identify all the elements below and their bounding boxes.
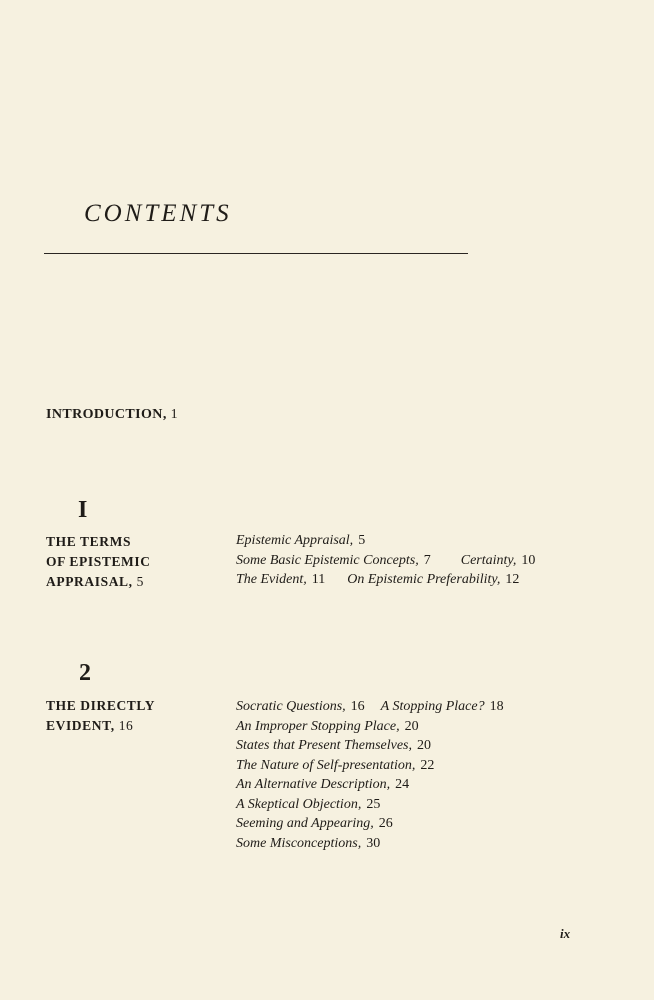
chapter-1-sections [236, 531, 535, 590]
section-entry: Epistemic Appraisal, 5 [236, 533, 366, 548]
page-number: ix [560, 926, 571, 941]
section-line [236, 697, 504, 717]
section-line [236, 717, 504, 737]
chapter-2-title [46, 696, 155, 736]
section-entry: Seeming and Appearing, 26 [236, 816, 393, 831]
section-line [236, 736, 504, 756]
chapter-1-title-line: OF EPISTEMIC [46, 554, 151, 569]
page-title: CONTENTS [84, 200, 232, 227]
chapter-1-title [46, 532, 151, 592]
section-entry: Certainty, 10 [460, 552, 536, 568]
chapter-1-page: 5 [136, 574, 144, 589]
section-entry: Some Basic Epistemic Concepts, 7 [236, 552, 431, 568]
section-entry: Some Misconceptions, 30 [236, 835, 381, 851]
section-entry: An Improper Stopping Place, 20 [236, 718, 419, 734]
section-line [236, 756, 504, 776]
chapter-2-sections [236, 697, 504, 853]
chapter-2-page: 16 [118, 718, 134, 733]
title-divider [44, 253, 468, 254]
section-line [236, 775, 504, 795]
chapter-1-title-line-last: APPRAISAL, 5 [46, 574, 144, 589]
introduction-page: 1 [170, 407, 179, 422]
section-entry: Socratic Questions, 16 [236, 699, 365, 714]
section-line [236, 551, 535, 571]
section-entry: States that Present Themselves, 20 [236, 738, 432, 753]
section-line [236, 814, 504, 834]
chapter-2-title-line: THE DIRECTLY [46, 698, 156, 713]
introduction-label: INTRODUCTION, [46, 407, 167, 422]
section-entry: A Skeptical Objection, 25 [236, 796, 381, 812]
section-entry: The Evident, 11 [236, 572, 326, 587]
section-entry: The Nature of Self-presentation, 22 [236, 757, 435, 773]
introduction-entry [46, 407, 178, 423]
chapter-1-title-line: THE TERMS [46, 534, 132, 549]
section-entry: A Stopping Place? 18 [380, 699, 504, 714]
section-line [236, 570, 535, 590]
chapter-2-title-line-last: EVIDENT, 16 [46, 718, 134, 733]
chapter-2-number: 2 [79, 660, 91, 686]
section-line [236, 531, 535, 551]
section-entry: An Alternative Description, 24 [236, 777, 410, 792]
chapter-1-number: I [78, 497, 88, 523]
section-line [236, 834, 504, 854]
section-line [236, 795, 504, 815]
section-entry: On Epistemic Preferability, 12 [347, 572, 520, 587]
